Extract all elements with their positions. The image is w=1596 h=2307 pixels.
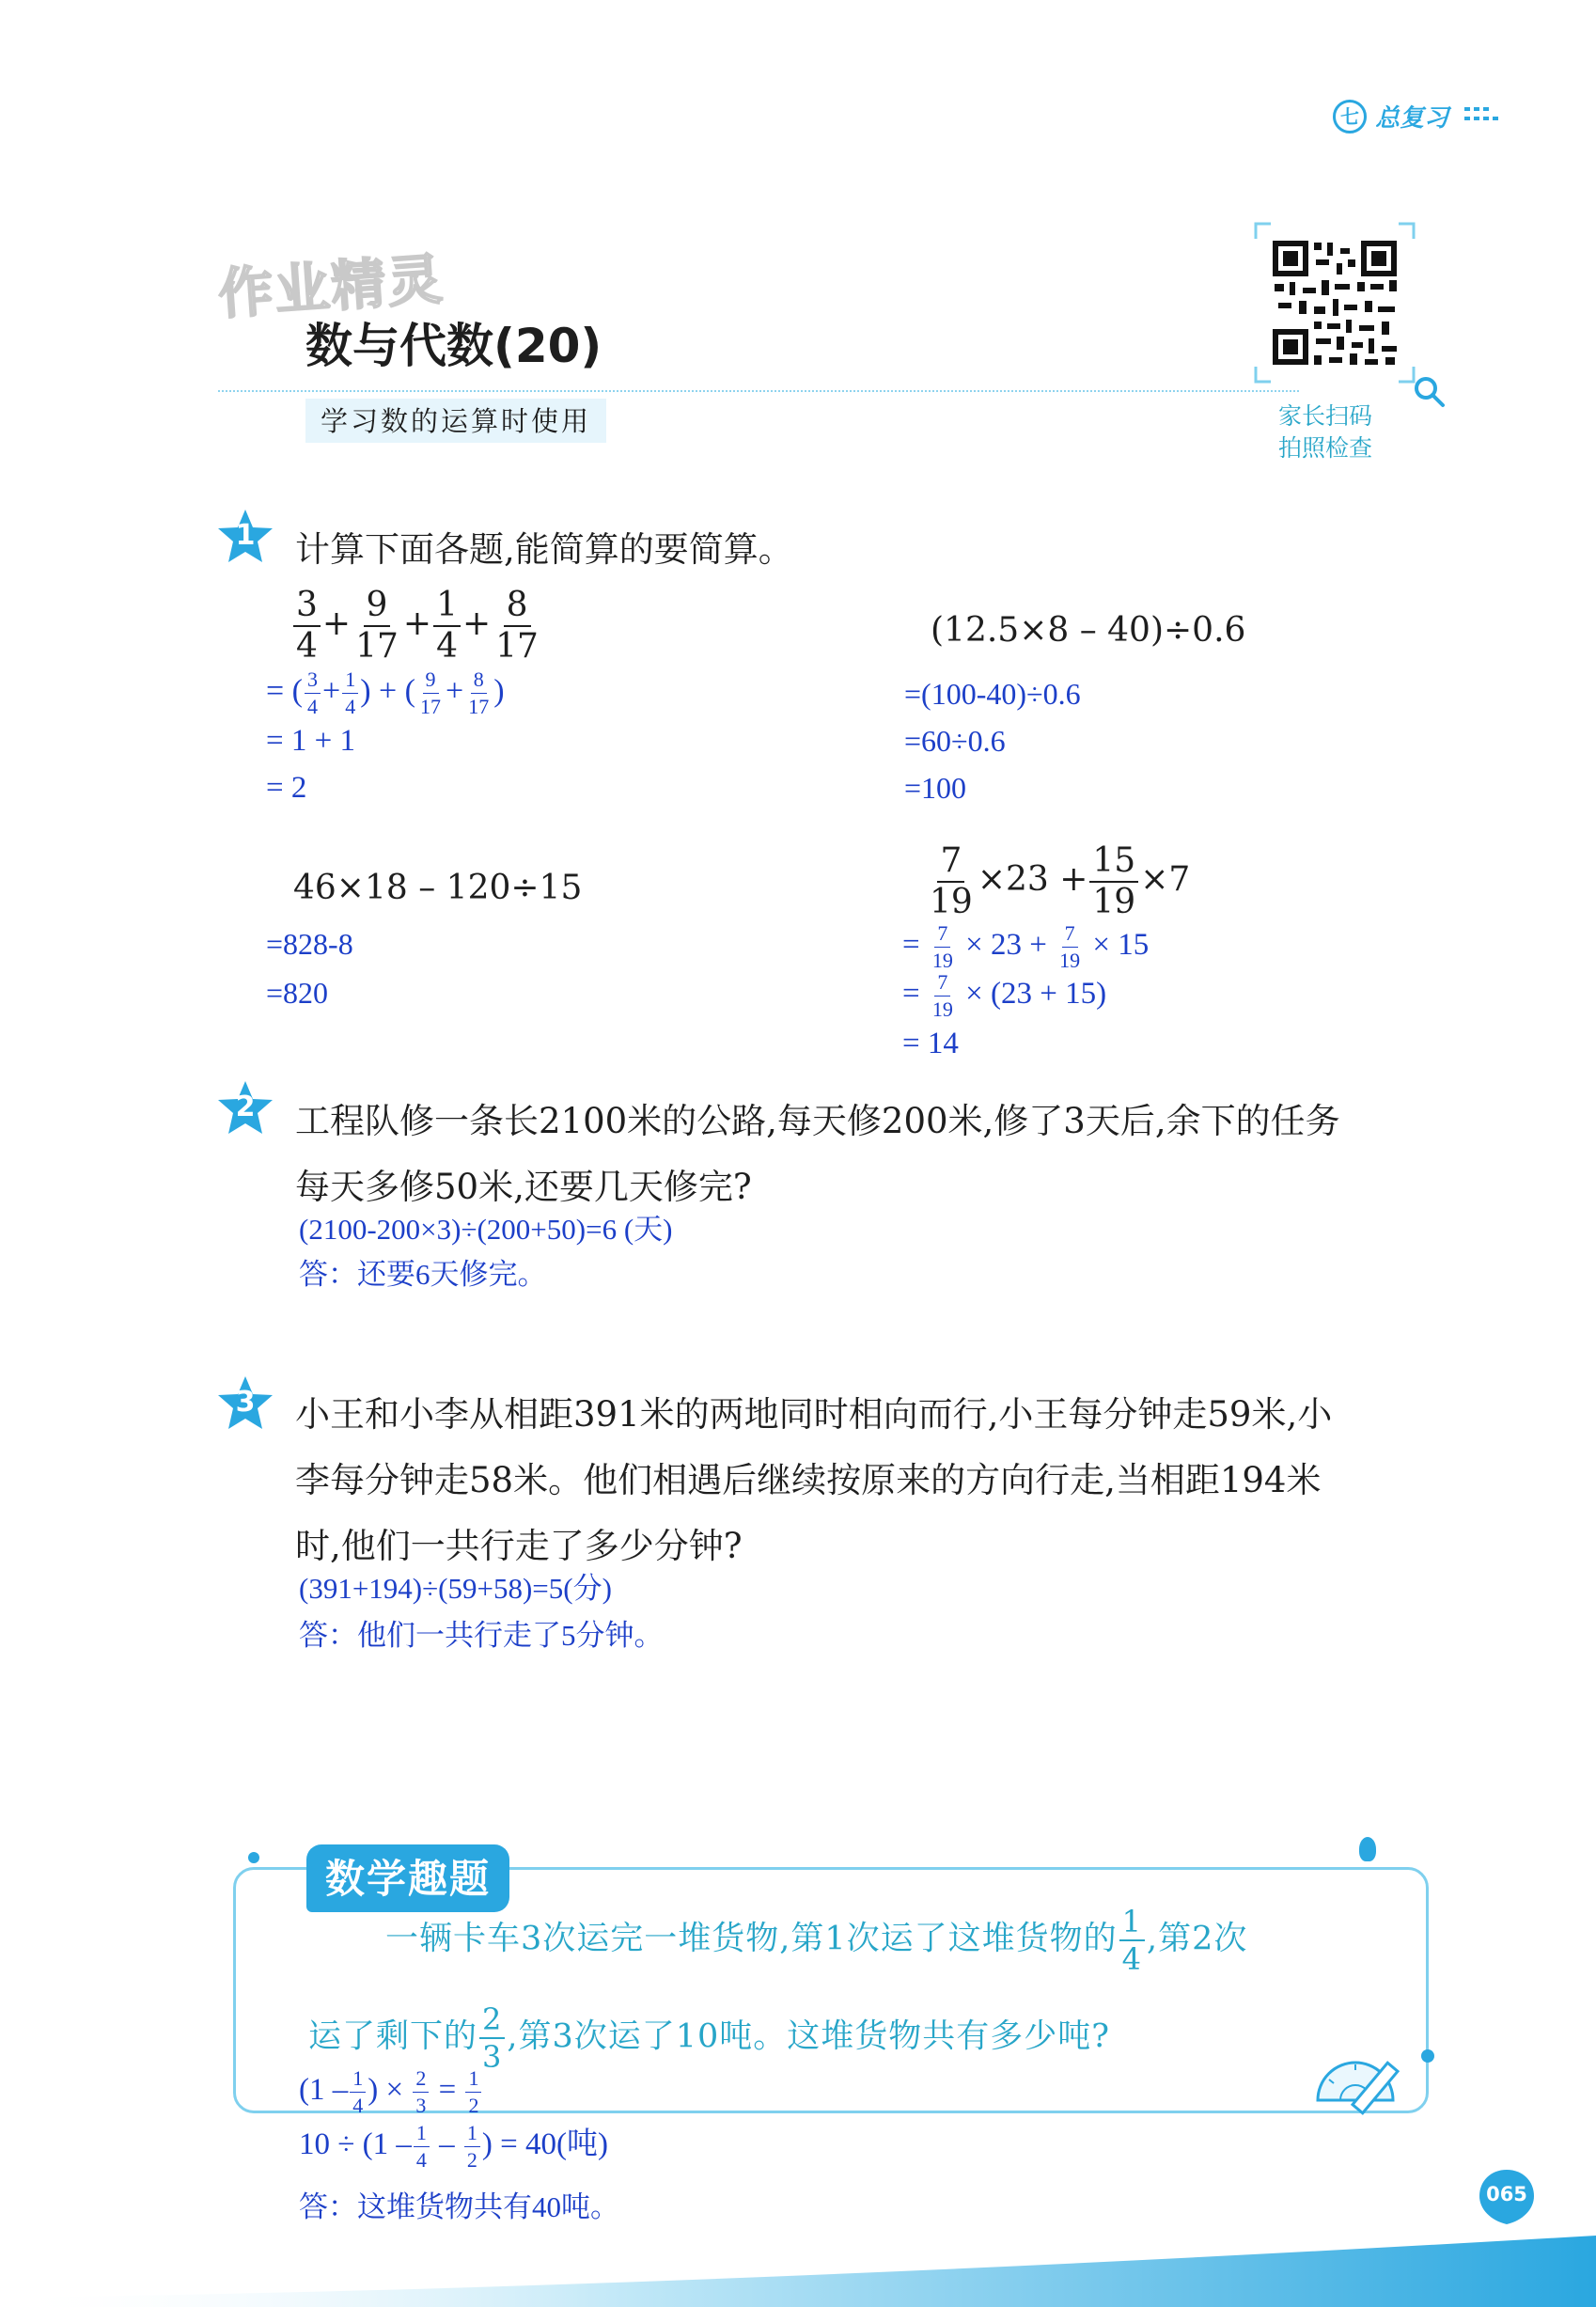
- page-number: 065: [1486, 2183, 1527, 2205]
- q1b-step3: =100: [904, 771, 967, 805]
- ruler-protractor-icon: [1312, 2042, 1416, 2121]
- q1d-step1: = $\frac{7}{19}$ × 23 + $\frac{7}{19}$ × 15: [902, 921, 1150, 972]
- q1c-step2: =820: [266, 976, 329, 1010]
- watermark-logo: 作业精灵: [216, 246, 446, 327]
- page-subtitle: 学习数的运算时使用: [305, 399, 606, 443]
- fun-answer-line1: (1 – $\frac{1}{4}$ ) × $\frac{2}{3}$ = $\frac{1}{2}$: [299, 2068, 483, 2116]
- title-divider: [218, 390, 1299, 392]
- page-number-badge: [1478, 2168, 1536, 2226]
- decor-dot-right: [1359, 1837, 1376, 1861]
- question-3-line3: 时,他们一共行走了多少分钟?: [295, 1526, 743, 1566]
- question-3-answer-text: 答：他们一共行走了5分钟。: [299, 1619, 664, 1652]
- decor-dot-right2: [1421, 2049, 1434, 2063]
- fun-question-line2: 运了剩下的 $\frac{2}{3}$ ,第3次运了10吨。这堆货物共有多少吨?: [308, 2001, 1111, 2075]
- question-3-line2: 李每分钟走58米。他们相遇后继续按原来的方向行走,当相距194米: [295, 1460, 1322, 1500]
- question-number-3: 3: [216, 1374, 274, 1433]
- q1d-expression: $\frac{7}{19}$ ×23 + $\frac{15}{19}$ ×7: [930, 841, 1191, 921]
- q1a-step2: = 1 + 1: [266, 724, 355, 758]
- question-number-1: 1: [216, 508, 274, 566]
- q1c-expression: 46×18 – 120÷15: [293, 869, 583, 907]
- qr-caption-line2: 拍照检查: [1278, 434, 1373, 462]
- q1b-step2: =60÷0.6: [904, 724, 1006, 758]
- fun-answer-line3: 答：这堆货物共有40吨。: [299, 2190, 619, 2223]
- question-2-answer-calc: (2100-200×3)÷(200+50)=6 (天): [299, 1213, 673, 1246]
- q1b-expression: (12.5×8 – 40)÷0.6: [931, 611, 1246, 650]
- fun-math-label: 数学趣题: [306, 1844, 509, 1912]
- question-2-line2: 每天多修50米,还要几天修完?: [295, 1167, 752, 1207]
- qr-caption: [1278, 400, 1372, 464]
- question-3-answer-calc: (391+194)÷(59+58)=5(分): [299, 1572, 612, 1605]
- q1a-step3: = 2: [266, 771, 307, 805]
- question-number-2: 2: [216, 1079, 274, 1138]
- page-title: 数与代数(20): [305, 319, 602, 373]
- magnifier-icon: [1414, 376, 1446, 412]
- q1d-step2: = $\frac{7}{19}$ × (23 + 15): [902, 970, 1107, 1021]
- decor-dot-left: [248, 1852, 259, 1863]
- fun-answer-line2: 10 ÷ (1 – $\frac{1}{4}$ – $\frac{1}{2}$ ) = 40(吨): [299, 2120, 608, 2172]
- q1a-expression: $\frac{3}{4}$ + $\frac{9}{17}$ + $\frac{1}{4}$ + $\frac{8}{17}$: [291, 589, 543, 664]
- q1d-step3: = 14: [902, 1027, 959, 1060]
- q1c-step1: =828-8: [266, 927, 353, 961]
- q1b-step1: =(100-40)÷0.6: [904, 677, 1081, 711]
- q1a-step1: = ( $\frac{3}{4}$ + $\frac{1}{4}$ ) + ( $\frac{9}{17}$ + $\frac{8}{17}$ ): [266, 667, 505, 718]
- question-2-answer-text: 答：还要6天修完。: [299, 1258, 547, 1291]
- bottom-wave: [0, 2228, 1596, 2307]
- qr-caption-line1: 家长扫码: [1278, 402, 1373, 430]
- qr-code[interactable]: [1254, 222, 1416, 384]
- chapter-badge: 七: [1333, 100, 1367, 133]
- question-2-line1: 工程队修一条长2100米的公路,每天修200米,修了3天后,余下的任务: [295, 1101, 1340, 1141]
- fun-question-line1: 一辆卡车3次运完一堆货物,第1次运了这堆货物的 $\frac{1}{4}$ ,第2次: [385, 1904, 1248, 1977]
- question-3-line1: 小王和小李从相距391米的两地同时相向而行,小王每分钟走59米,小: [295, 1394, 1333, 1435]
- chapter-tag: [1333, 99, 1500, 140]
- chapter-dots-icon: [1463, 103, 1500, 130]
- question-1-prompt: 计算下面各题,能简算的要简算。: [295, 529, 793, 570]
- chapter-title: 总复习: [1375, 104, 1449, 133]
